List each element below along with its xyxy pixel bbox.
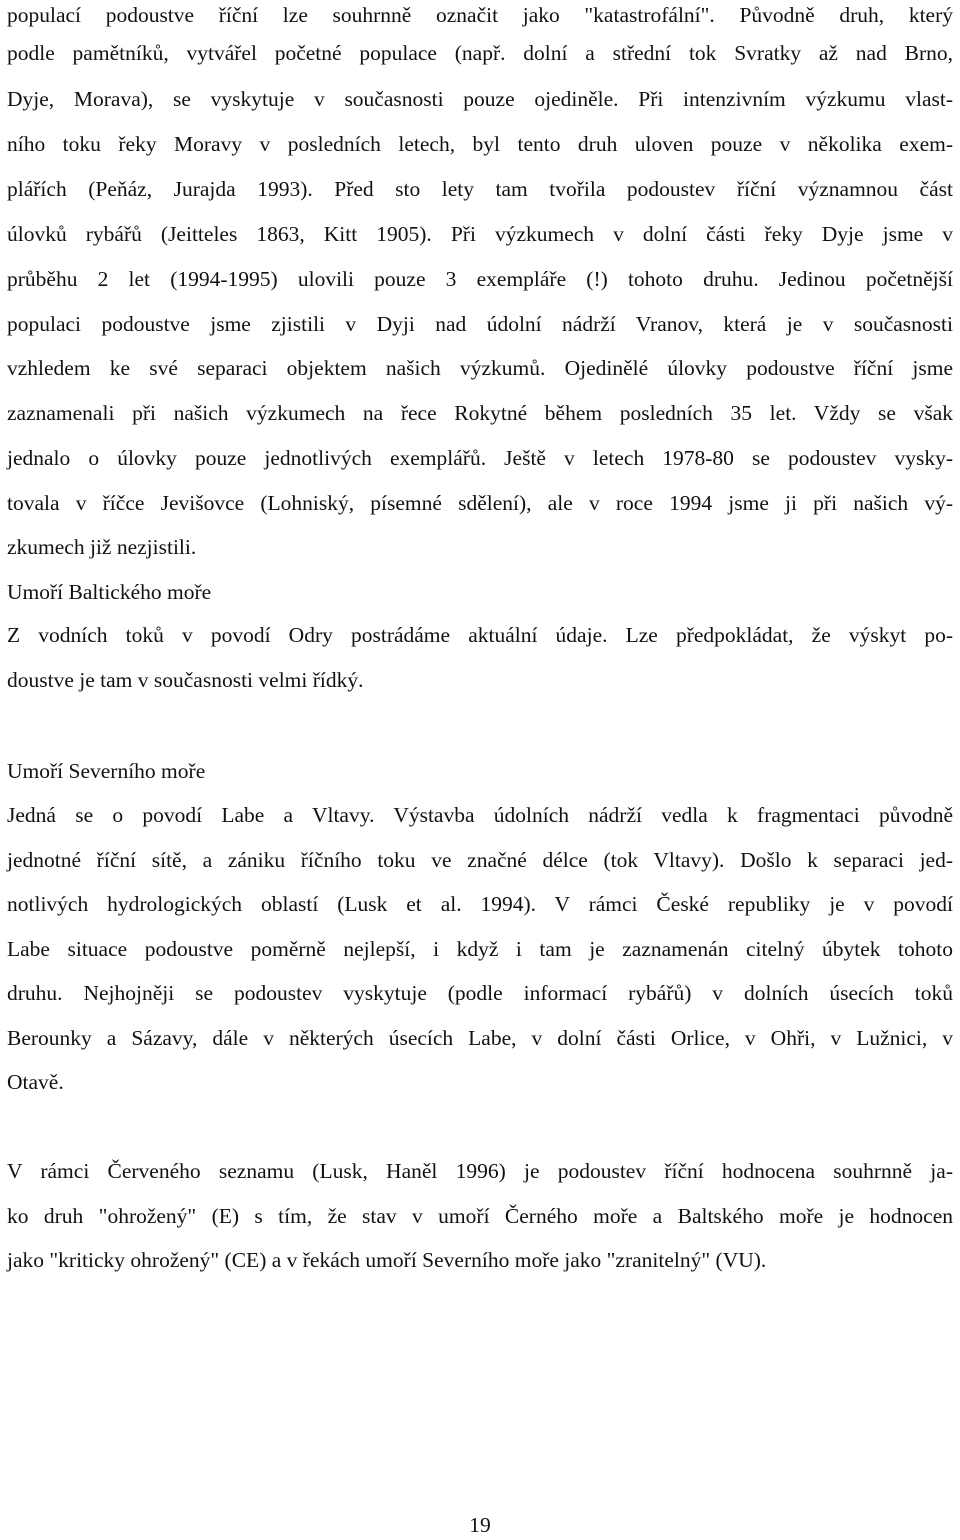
paragraph-line: průběhu 2 let (1994-1995) ulovili pouze 3 exempláře (!) tohoto druhu. Jedinou početnější [7,267,953,291]
section-heading: Umoří Baltického moře [7,580,212,604]
paragraph-line: plářích (Peňáz, Jurajda 1993). Před sto lety tam tvořila podoustev říční významnou část [7,177,953,201]
paragraph-line: ko druh "ohrožený" (E) s tím, že stav v umoří Černého moře a Baltského moře je hodnocen [7,1204,953,1228]
paragraph-line: populací podoustve říční lze souhrnně označit jako "katastrofální". Původně druh, který [7,3,953,27]
paragraph-line: Dyje, Morava), se vyskytuje v současnosti pouze ojediněle. Při intenzivním výzkumu vlast- [7,87,953,111]
paragraph-line: jako "kriticky ohrožený" (CE) a v řekách umoří Severního moře jako "zranitelný" (VU). [7,1248,767,1272]
paragraph-line: jednotné říční sítě, a zániku říčního toku ve značné délce (tok Vltavy). Došlo k separaci jed- [7,848,953,872]
section-heading: Umoří Severního moře [7,759,206,783]
paragraph-line: notlivých hydrologických oblastí (Lusk et al. 1994). V rámci České republiky je v povodí [7,892,953,916]
paragraph-line: Labe situace podoustve poměrně nejlepší, i když i tam je zaznamenán citelný úbytek tohoto [7,937,953,961]
paragraph-line: doustve je tam v současnosti velmi řídký. [7,668,364,692]
paragraph-line: populaci podoustve jsme zjistili v Dyji nad údolní nádrží Vranov, která je v současnosti [7,312,953,336]
paragraph-line: podle pamětníků, vytvářel početné populace (např. dolní a střední tok Svratky až nad Brno, [7,41,953,65]
paragraph-line: Z vodních toků v povodí Odry postrádáme aktuální údaje. Lze předpokládat, že výskyt po- [7,623,953,647]
paragraph-line: Berounky a Sázavy, dále v některých úsecích Labe, v dolní části Orlice, v Ohři, v Lužnici, v [7,1026,953,1050]
paragraph-line: Otavě. [7,1070,64,1094]
paragraph-line: jednalo o úlovky pouze jednotlivých exemplářů. Ještě v letech 1978-80 se podoustev vysky- [7,446,953,470]
paragraph-line: vzhledem ke své separaci objektem našich výzkumů. Ojedinělé úlovky podoustve říční jsme [7,356,953,380]
page-number: 19 [469,1513,491,1537]
paragraph-line: tovala v říčce Jevišovce (Lohniský, písemné sdělení), ale v roce 1994 jsme ji při našich vý- [7,491,953,515]
paragraph-line: Jedná se o povodí Labe a Vltavy. Výstavba údolních nádrží vedla k fragmentaci původně [7,803,953,827]
paragraph-line: úlovků rybářů (Jeitteles 1863, Kitt 1905). Při výzkumech v dolní části řeky Dyje jsme v [7,222,953,246]
paragraph-line: V rámci Červeného seznamu (Lusk, Haněl 1996) je podoustev říční hodnocena souhrnně ja- [7,1159,953,1183]
paragraph-line: ního toku řeky Moravy v posledních letech, byl tento druh uloven pouze v několika exem- [7,132,953,156]
paragraph-line: zaznamenali při našich výzkumech na řece Rokytné během posledních 35 let. Vždy se však [7,401,953,425]
paragraph-line: druhu. Nejhojněji se podoustev vyskytuje (podle informací rybářů) v dolních úsecích toků [7,981,953,1005]
paragraph-line: zkumech již nezjistili. [7,535,197,559]
